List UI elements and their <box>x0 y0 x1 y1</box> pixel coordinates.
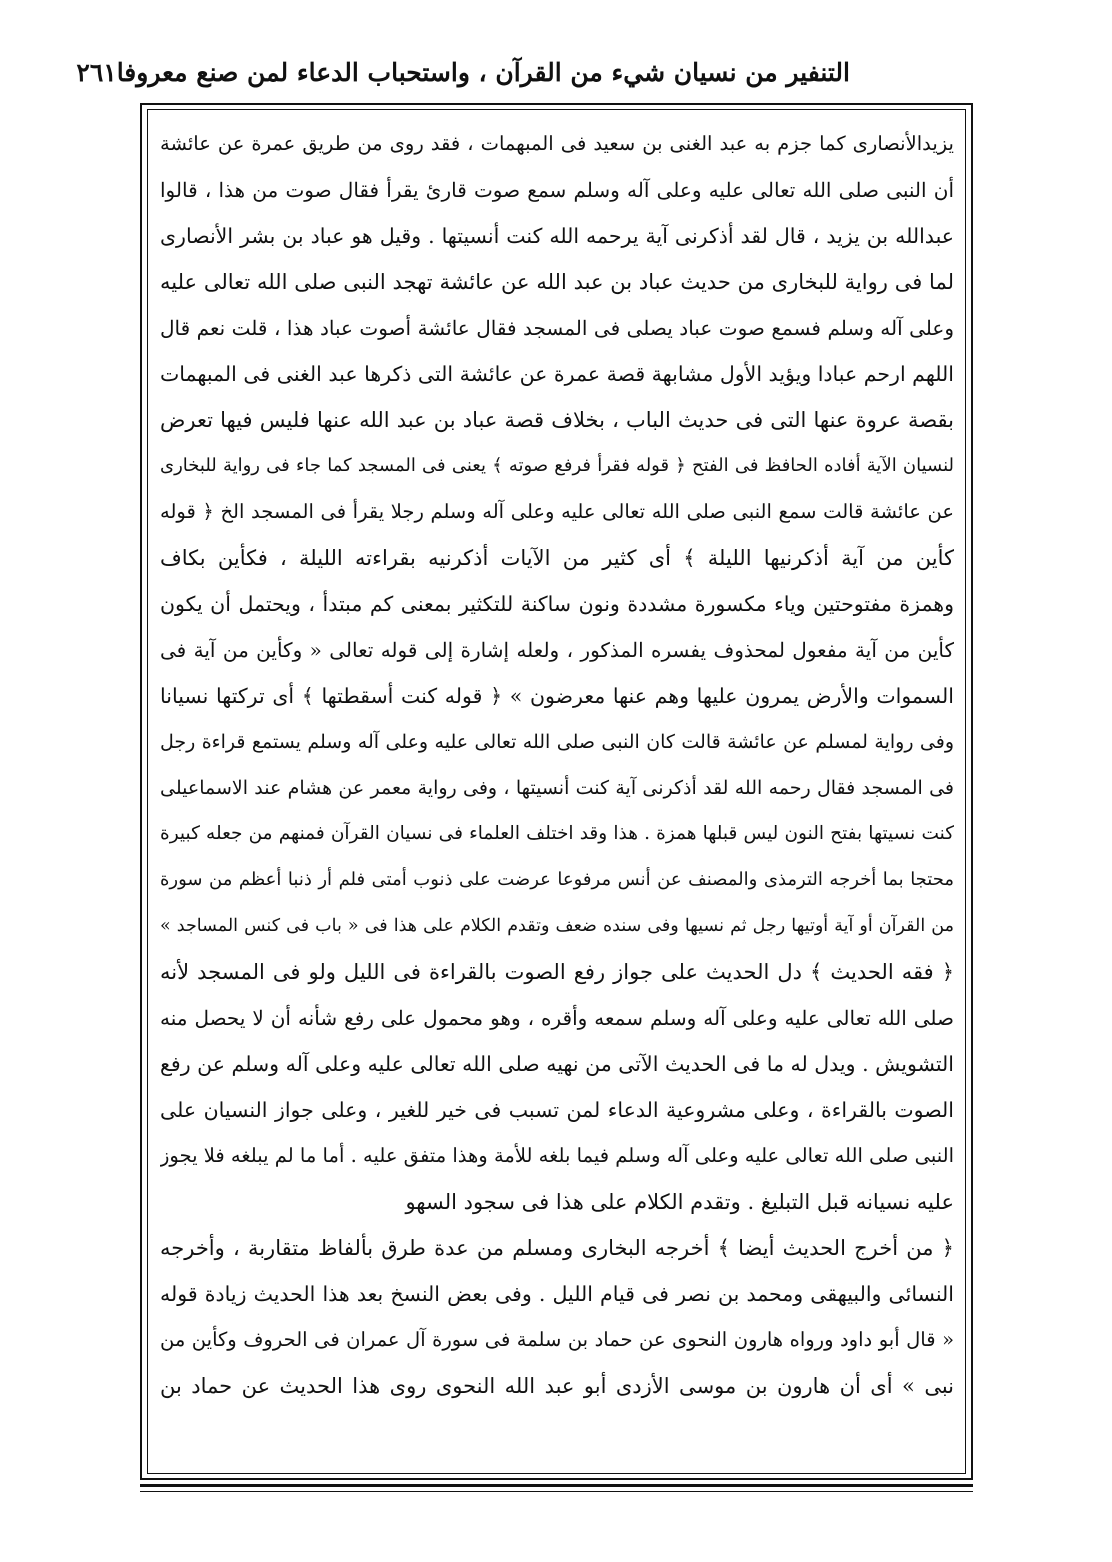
text-line: وفى رواية لمسلم عن عائشة قالت كان النبى صلى الله تعالى عليه وعلى آله وسلم يستمع قراءة رجل <box>160 731 954 753</box>
text-line: النبى صلى الله تعالى عليه وعلى آله وسلم فيما بلغه للأمة وهذا متفق عليه . أما ما لم يبلغه فلا يجوز <box>160 1144 954 1167</box>
text-line: من القرآن أو آية أوتيها رجل ثم نسيها وفى سنده ضعف وتقدم الكلام على هذا فى « باب فى كنس المساجد » <box>160 916 954 936</box>
bottom-rule-thick <box>140 1484 973 1487</box>
text-line: لما فى رواية للبخارى من حديث عباد بن عبد الله عن عائشة تهجد النبى صلى الله تعالى عليه <box>160 270 954 294</box>
text-line: نبى » أى أن هارون بن موسى الأزدى أبو عبد الله النحوى روى هذا الحديث عن حماد بن <box>160 1374 954 1398</box>
page-number: ٢٦١ <box>76 57 117 87</box>
text-line: ﴿ من أخرج الحديث أيضا ﴾ أخرجه البخارى ومسلم من عدة طرق بألفاظ متقاربة ، وأخرجه <box>160 1236 954 1260</box>
text-line: أن النبى صلى الله تعالى عليه وعلى آله وسلم سمع صوت قارئ يقرأ فقال صوت من هذا ، قالوا <box>160 178 954 202</box>
text-line: محتجا بما أخرجه الترمذى والمصنف عن أنس مرفوعا عرضت على ذنوب أمتى فلم أر ذنبا أعظم من سورة <box>160 869 954 890</box>
text-line: عن عائشة قالت سمع النبى صلى الله تعالى عليه وعلى آله وسلم رجلا يقرأ فى المسجد الخ ﴿ قوله <box>160 500 954 523</box>
bottom-rule-thin <box>140 1491 973 1492</box>
text-line: كأين من آية أذكرنيها الليلة ﴾ أى كثير من الآيات أذكرنيه بقراءته الليلة ، فكأين بكاف <box>160 546 954 570</box>
text-line: عبدالله بن يزيد ، قال لقد أذكرنى آية يرحمه الله كنت أنسيتها . وقيل هو عباد بن بشر الأنصارى <box>160 224 954 248</box>
text-line: وعلى آله وسلم فسمع صوت عباد يصلى فى المسجد فقال عائشة أصوت عباد هذا ، قلت نعم قال <box>160 316 954 340</box>
text-line: الصوت بالقراءة ، وعلى مشروعية الدعاء لمن تسبب فى خير للغير ، وعلى جواز النسيان على <box>160 1098 954 1122</box>
text-line: « قال أبو داود ورواه هارون النحوى عن حماد بن سلمة فى سورة آل عمران فى الحروف وكأين من <box>160 1328 954 1351</box>
text-line: كنت نسيتها بفتح النون ليس قبلها همزة . هذا وقد اختلف العلماء فى نسيان القرآن فمنهم من جعله كبيرة <box>160 823 954 844</box>
page-header <box>76 52 850 92</box>
text-line: فى المسجد فقال رحمه الله لقد أذكرنى آية كنت أنسيتها ، وفى رواية معمر عن هشام عند الاسماعيلى <box>160 777 954 799</box>
text-line: يزيدالأنصارى كما جزم به عبد الغنى بن سعيد فى المبهمات ، فقد روى من طريق عمرة عن عائشة <box>160 132 954 155</box>
text-line: بقصة عروة عنها التى فى حديث الباب ، بخلاف قصة عباد بن عبد الله عنها فليس فيها تعرض <box>160 408 954 432</box>
text-line: عليه نسيانه قبل التبليغ . وتقدم الكلام على هذا فى سجود السهو <box>405 1190 954 1214</box>
text-line: اللهم ارحم عبادا ويؤيد الأول مشابهة قصة عمرة عن عائشة التى ذكرها عبد الغنى فى المبهمات <box>160 362 954 386</box>
text-line: ﴿ فقه الحديث ﴾ دل الحديث على جواز رفع الصوت بالقراءة فى الليل ولو فى المسجد لأنه <box>160 960 954 984</box>
running-title: التنفير من نسيان شيء من القرآن ، واستحباب الدعاء لمن صنع معروفا <box>116 57 850 87</box>
text-line: التشويش . ويدل له ما فى الحديث الآتى من نهيه صلى الله تعالى عليه وعلى آله وسلم عن رفع <box>160 1052 954 1076</box>
text-line: كأين من آية مفعول لمحذوف يفسره المذكور ، ولعله إشارة إلى قوله تعالى « وكأين من آية فى <box>160 638 954 662</box>
text-line: لنسيان الآية أفاده الحافظ فى الفتح ﴿ قوله فقرأ فرفع صوته ﴾ يعنى فى المسجد كما جاء فى رواية للبخارى <box>160 455 954 476</box>
text-body <box>160 121 954 1409</box>
text-line: النسائى والبيهقى ومحمد بن نصر فى قيام الليل . وفى بعض النسخ بعد هذا الحديث زيادة قوله <box>160 1282 954 1306</box>
text-line: السموات والأرض يمرون عليها وهم عنها معرضون » ﴿ قوله كنت أسقطتها ﴾ أى تركتها نسيانا <box>160 684 954 708</box>
text-line: صلى الله تعالى عليه وعلى آله وسلم سمعه وأقره ، وهو محمول على رفع شأنه أن لا يحصل منه <box>160 1006 954 1030</box>
text-line: وهمزة مفتوحتين وياء مكسورة مشددة ونون ساكنة للتكثير بمعنى كم مبتدأ ، ويحتمل أن يكون <box>160 592 954 616</box>
